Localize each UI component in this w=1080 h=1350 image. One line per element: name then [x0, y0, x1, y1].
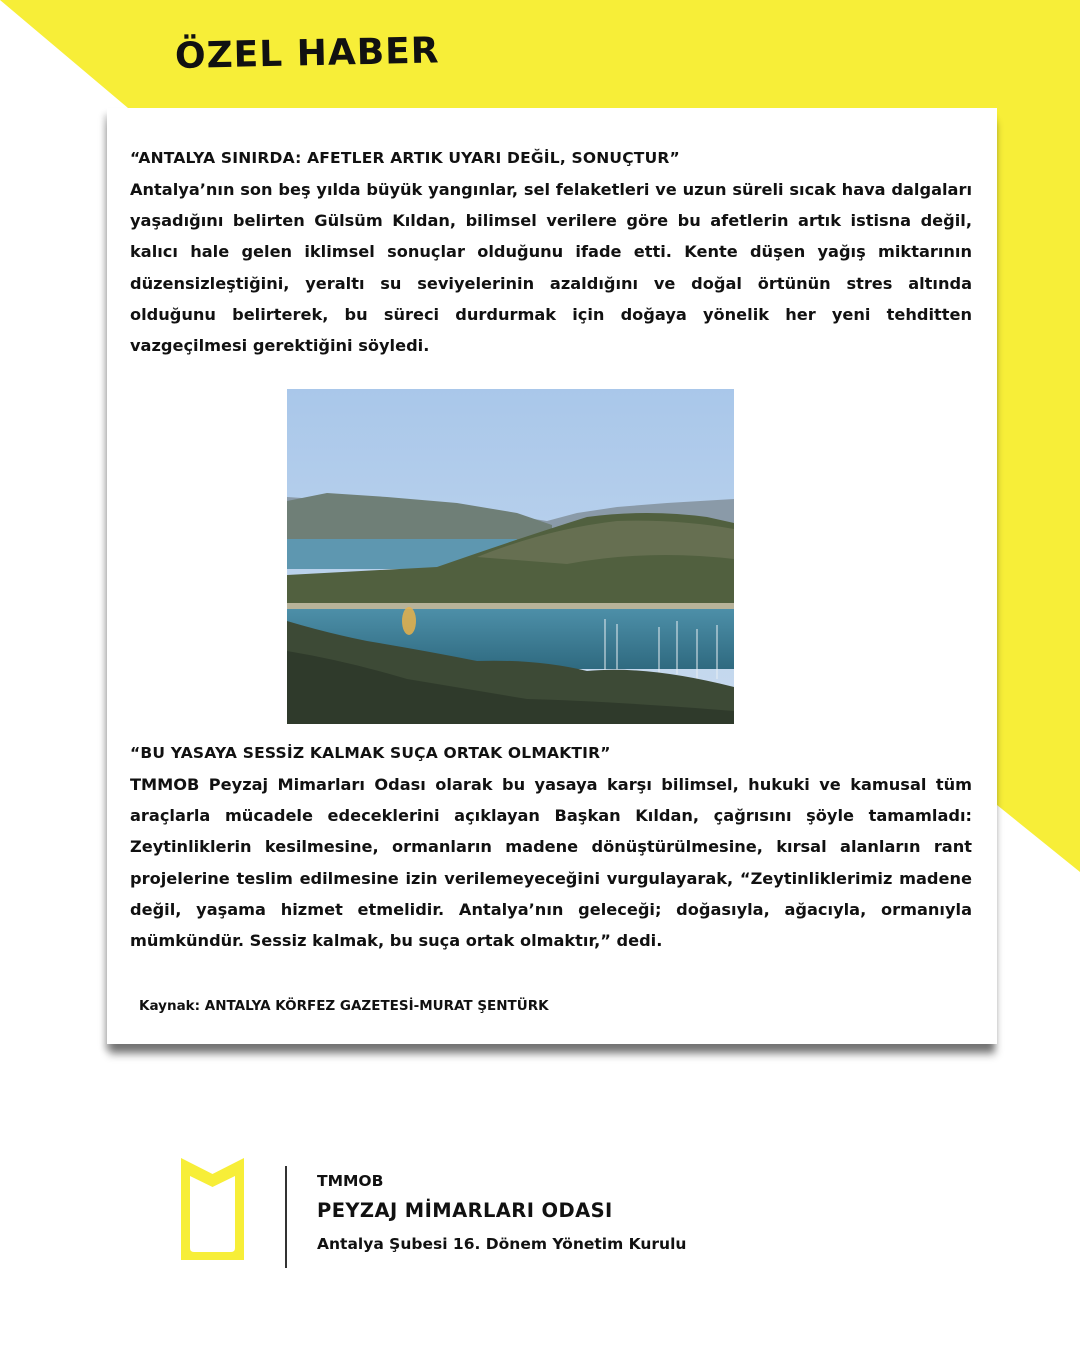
- footer-divider: [285, 1166, 287, 1268]
- footer-org-line1: TMMOB: [317, 1172, 384, 1190]
- tmmob-peyzaj-logo-icon: [181, 1158, 244, 1260]
- page-title: ÖZEL HABER: [174, 30, 440, 77]
- article-card: [107, 108, 997, 1044]
- section1-heading: “ANTALYA SINIRDA: AFETLER ARTIK UYARI DEĞİL, SONUÇTUR”: [130, 149, 680, 167]
- section1-body: Antalya’nın son beş yılda büyük yangınlar, sel felaketleri ve uzun süreli sıcak hava dalgaları yaşadığını belirten Gülsüm Kıldan, bilimsel verilere göre bu afetlerin artık istisna değil, kalıcı hale gelen iklimsel sonuçlar olduğunu ifade etti. Kente düşen yağış miktarının düzensizleştiğini, yeraltı su seviyelerinin azaldığını ve doğal örtünün stres altında olduğunu belirterek, bu süreci durdurmak için doğaya yönelik her yeni tehditten vazgeçilmesi gerektiğini söyledi.: [130, 180, 972, 356]
- section2-heading: “BU YASAYA SESSİZ KALMAK SUÇA ORTAK OLMAKTIR”: [130, 744, 611, 762]
- source-credit: Kaynak: ANTALYA KÖRFEZ GAZETESİ-MURAT ŞENTÜRK: [139, 998, 549, 1014]
- landscape-photo: [287, 389, 734, 724]
- footer-org-line3: Antalya Şubesi 16. Dönem Yönetim Kurulu: [317, 1235, 687, 1253]
- section2-body: TMMOB Peyzaj Mimarları Odası olarak bu yasaya karşı bilimsel, hukuki ve kamusal tüm araçlarla mücadele edeceklerini açıklayan Başkan Kıldan, çağrısını şöyle tamamladı: Zeytinliklerin kesilmesine, ormanların madene dönüştürülmesine, kırsal alanların rant projelerine teslim edilmesine izin verilemeyeceğini vurgulayarak, “Zeytinliklerimiz madene değil, yaşama hizmet etmelidir. Antalya’nın geleceği; doğasıyla, ağacıyla, ormanıyla mümkündür. Sessiz kalmak, bu suça ortak olmaktır,” dedi.: [130, 775, 972, 951]
- footer-org-line2: PEYZAJ MİMARLARI ODASI: [317, 1199, 613, 1222]
